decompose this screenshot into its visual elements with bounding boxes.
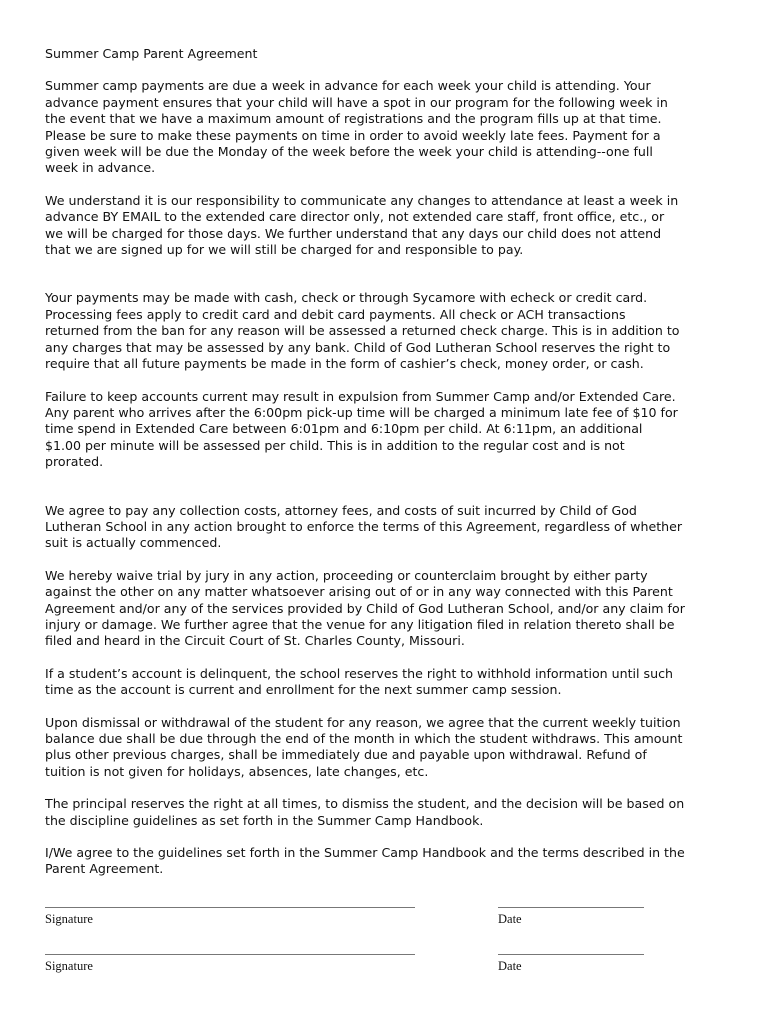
paragraph-withdrawal: Upon dismissal or withdrawal of the student for any reason, we agree that the current weekly tuition balance due shall be due through the end of the month in which the student withdraws. This amount plus other previous charges, shall be immediately due and payable upon withdrawal. Refund of tuition is not given for holidays, absences, late changes, etc. <box>45 714 683 779</box>
paragraph-late-fees: Failure to keep accounts current may result in expulsion from Summer Camp and/or Extended Care. Any parent who arrives after the 6:00pm pick-up time will be charged a minimum late fee of $10 for time spend in Extended Care between 6:01pm and 6:10pm per child. At 6:11pm, an additional $1.00 per minute will be assessed per child. This is in addition to the regular cost and is not prorated. <box>45 388 678 470</box>
paragraph-attendance-changes: We understand it is our responsibility to communicate any changes to attendance at least a week in advance BY EMAIL to the extended care director only, not extended care staff, front office, etc., or we will be charged for those days. We further understand that any days our child does not attend that we are signed up for we will still be charged for and responsible to pay. <box>45 192 679 258</box>
signature-row <box>45 907 735 954</box>
paragraph-collection-costs: We agree to pay any collection costs, attorney fees, and costs of suit incurred by Child of God Lutheran School in any action brought to enforce the terms of this Agreement, regardless of whether suit is actually commenced. <box>45 502 683 551</box>
paragraph-dismissal: The principal reserves the right at all times, to dismiss the student, and the decision will be based on the discipline guidelines as set forth in the Summer Camp Handbook. <box>45 796 685 828</box>
document-title: Summer Camp Parent Agreement <box>45 46 258 61</box>
document-body <box>45 46 735 878</box>
paragraph-delinquent-account: If a student’s account is delinquent, the school reserves the right to withhold information until such time as the account is current and enrollment for the next summer camp session. <box>45 665 673 698</box>
signature-row <box>45 954 735 1001</box>
signature-section <box>45 907 735 1001</box>
signature-label: Signature <box>45 959 93 973</box>
date-label: Date <box>498 912 522 926</box>
date-line[interactable] <box>498 954 644 955</box>
signature-line[interactable] <box>45 907 415 908</box>
signature-label: Signature <box>45 912 93 926</box>
paragraph-jury-waiver: We hereby waive trial by jury in any action, proceeding or counterclaim brought by either party against the other on any matter whatsoever arising out of or in any way connected with this Parent Agreement and/or any of the services provided by Child of God Lutheran School, and/or any claim for injury or damage. We further agree that the venue for any litigation filed in relation thereto shall be filed and heard in the Circuit Court of St. Charles County, Missouri. <box>45 567 685 649</box>
paragraph-payment-methods: Your payments may be made with cash, check or through Sycamore with echeck or credit card. Processing fees apply to credit card and debit card payments. All check or ACH transactions returned from the ban for any reason will be assessed a returned check charge. This is in addition to any charges that may be assessed by any bank. Child of God Lutheran School reserves the right to require that all future payments be made in the form of cashier’s check, money order, or cash. <box>45 290 680 372</box>
paragraph-agreement: I/We agree to the guidelines set forth in the Summer Camp Handbook and the terms described in the Parent Agreement. <box>45 845 685 877</box>
date-label: Date <box>498 959 522 973</box>
signature-line[interactable] <box>45 954 415 955</box>
date-line[interactable] <box>498 907 644 908</box>
paragraph-payment-schedule: Summer camp payments are due a week in advance for each week your child is attending. Your advance payment ensures that your child will have a spot in our program for the following week in the event that we have a maximum amount of registrations and the program fills up at that time. Please be sure to make these payments on time in order to avoid weekly late fees. Payment for a given week will be due the Monday of the week before the week your child is attending--one full week in advance. <box>45 78 668 176</box>
